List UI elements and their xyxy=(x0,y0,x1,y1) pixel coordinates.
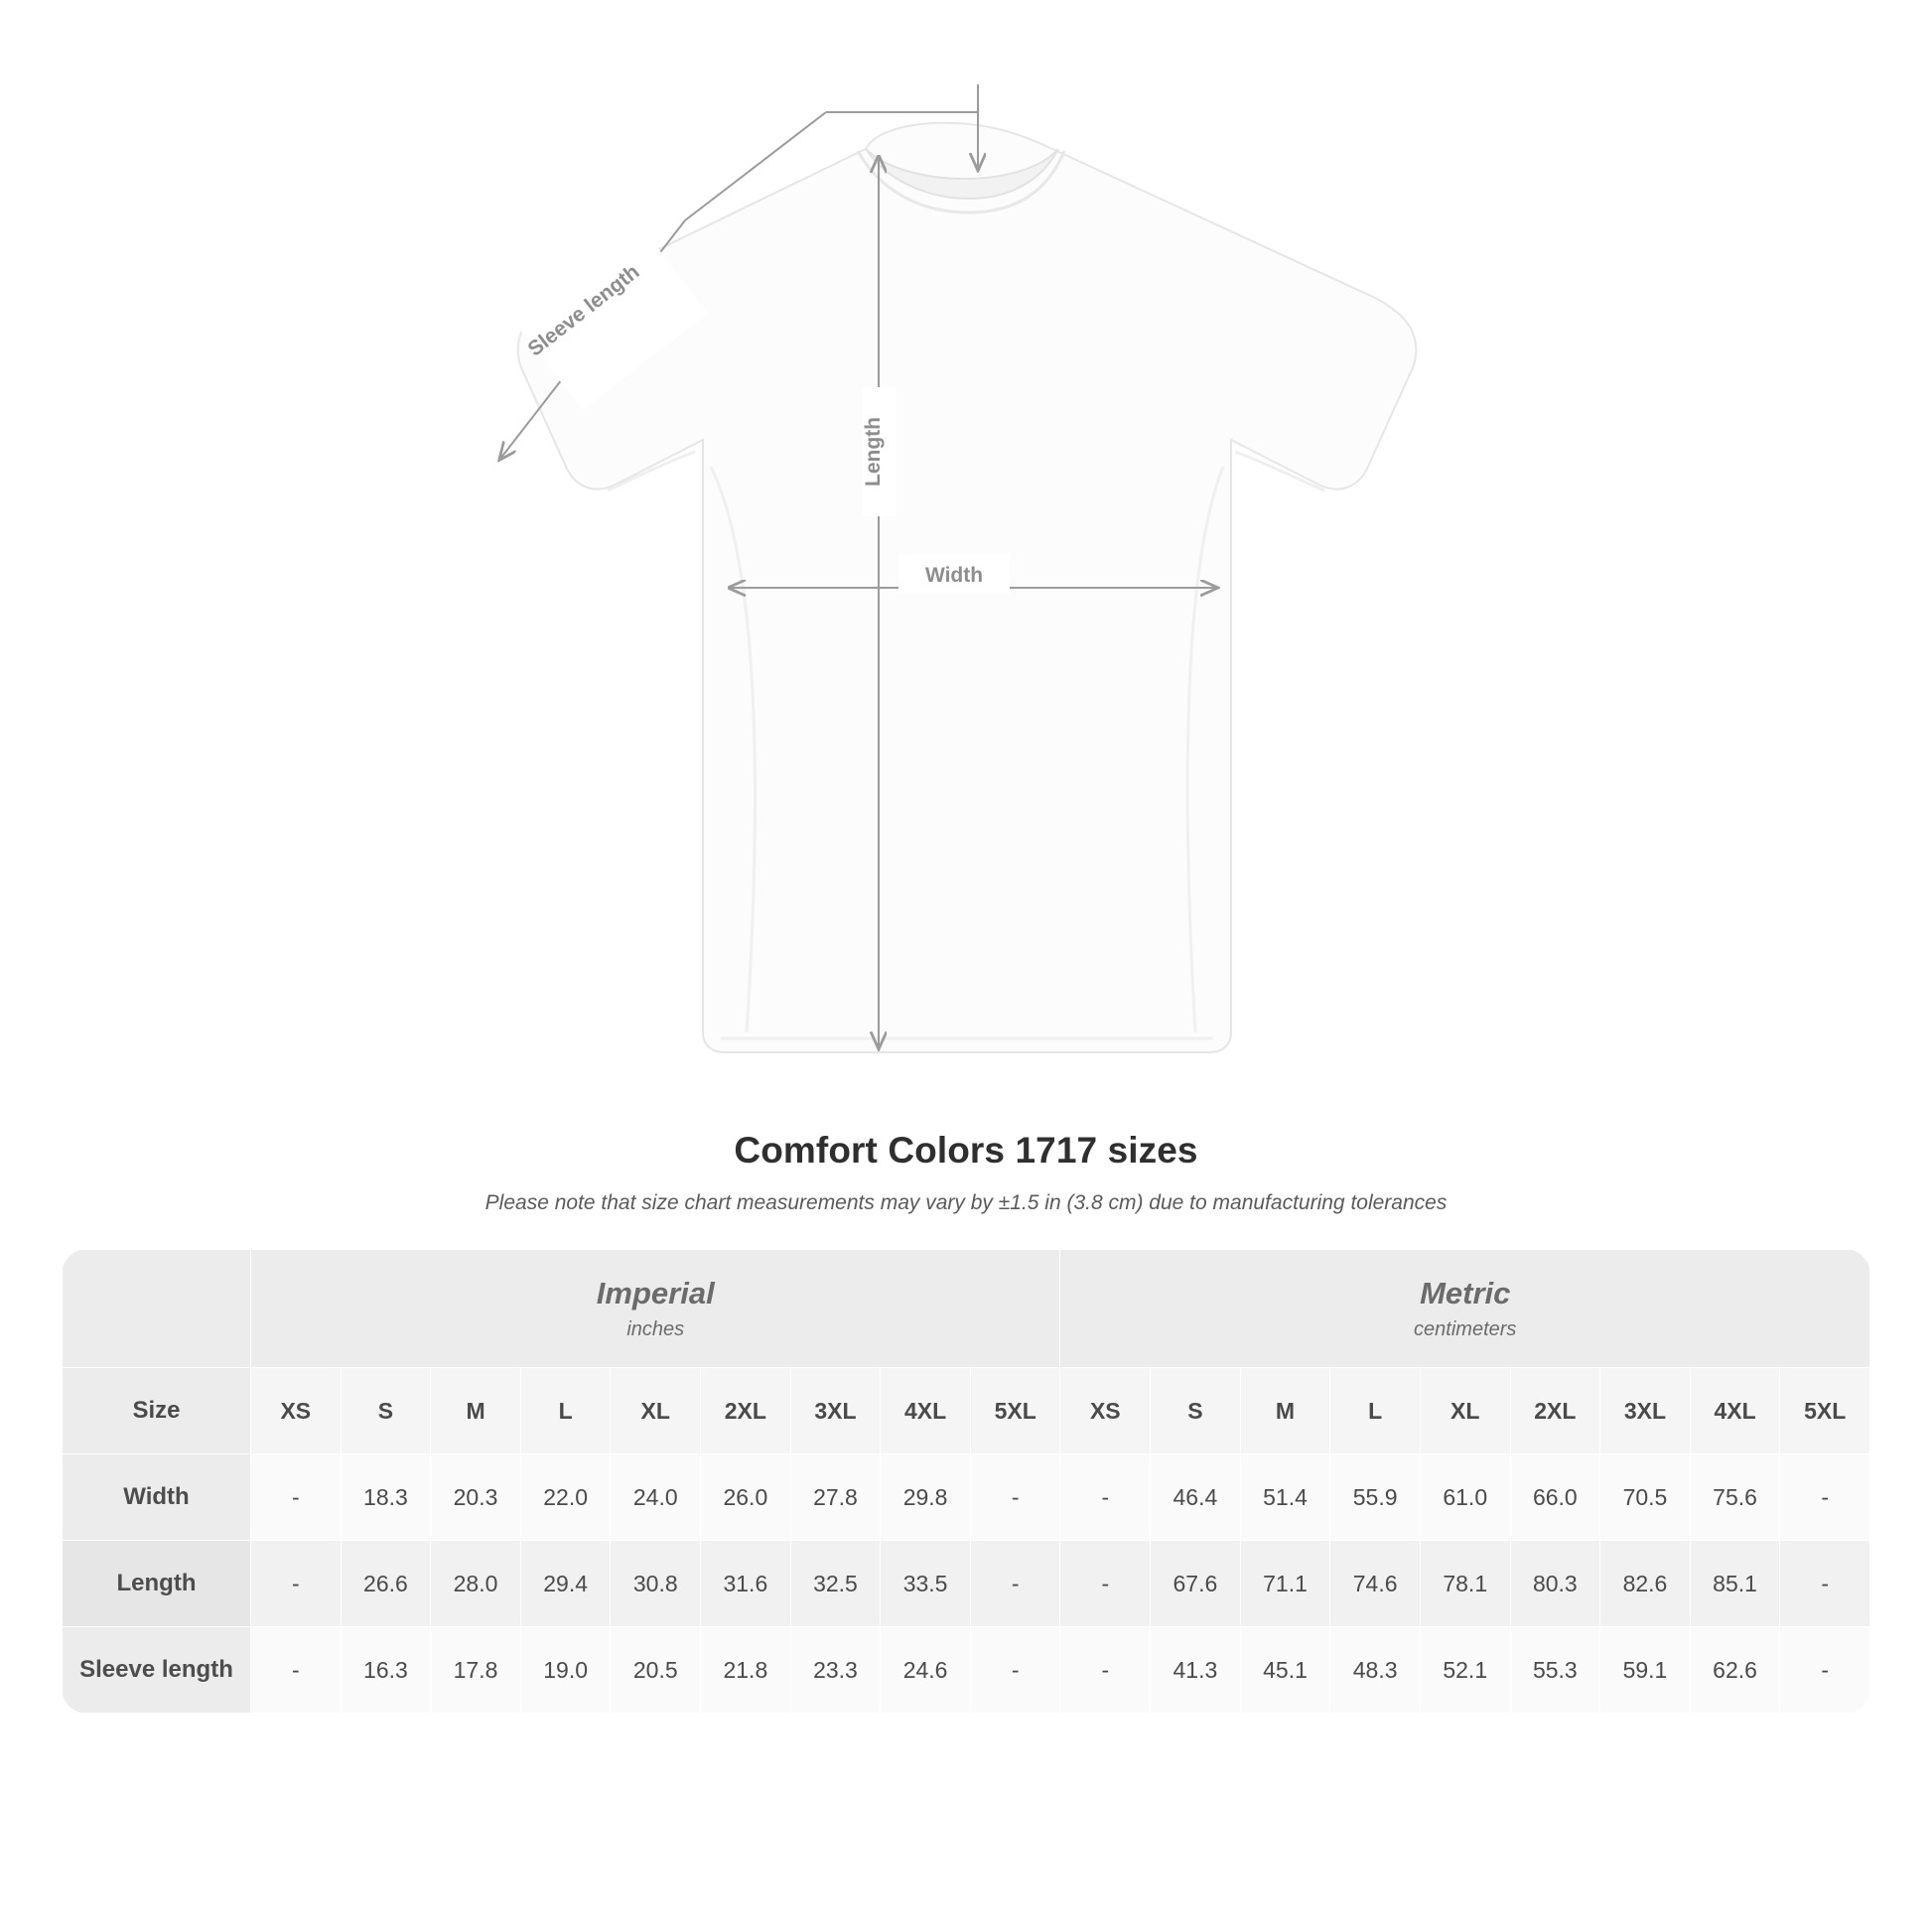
cell-width-metric-xs: - xyxy=(1060,1454,1151,1541)
table-row xyxy=(63,1627,1870,1714)
cell-width-imperial-2xl: 26.0 xyxy=(701,1454,791,1541)
cell-width-metric-3xl: 70.5 xyxy=(1600,1454,1691,1541)
length-label: Length xyxy=(862,417,885,486)
tolerance-note: Please note that size chart measurements may vary by ±1.5 in (3.8 cm) due to manufacturing tolerances xyxy=(484,1191,1448,1214)
cell-length-metric-s: 67.6 xyxy=(1151,1541,1241,1627)
size-header-imperial-2xl: 2XL xyxy=(701,1368,791,1454)
table-row xyxy=(63,1541,1870,1627)
size-header-metric-m: M xyxy=(1240,1368,1330,1454)
cell-length-imperial-5xl: - xyxy=(970,1541,1060,1627)
unit-header-row xyxy=(63,1250,1870,1368)
cell-length-imperial-3xl: 32.5 xyxy=(790,1541,881,1627)
width-label: Width xyxy=(924,564,984,587)
cell-sleeve-metric-4xl: 62.6 xyxy=(1690,1627,1780,1714)
cell-length-metric-l: 74.6 xyxy=(1330,1541,1421,1627)
cell-width-imperial-xl: 24.0 xyxy=(611,1454,701,1541)
cell-width-metric-2xl: 66.0 xyxy=(1510,1454,1600,1541)
cell-sleeve-imperial-3xl: 23.3 xyxy=(790,1627,881,1714)
size-header-metric-5xl: 5XL xyxy=(1780,1368,1870,1454)
size-header-imperial-5xl: 5XL xyxy=(970,1368,1060,1454)
cell-sleeve-imperial-s: 16.3 xyxy=(341,1627,431,1714)
unit-imperial-sub: inches xyxy=(626,1318,685,1341)
cell-sleeve-metric-m: 45.1 xyxy=(1240,1627,1330,1714)
cell-sleeve-imperial-4xl: 24.6 xyxy=(881,1627,971,1714)
cell-sleeve-metric-l: 48.3 xyxy=(1330,1627,1421,1714)
cell-sleeve-metric-5xl: - xyxy=(1780,1627,1870,1714)
cell-sleeve-imperial-5xl: - xyxy=(970,1627,1060,1714)
cell-sleeve-metric-xl: 52.1 xyxy=(1420,1627,1510,1714)
cell-sleeve-metric-3xl: 59.1 xyxy=(1600,1627,1691,1714)
cell-length-metric-5xl: - xyxy=(1780,1541,1870,1627)
cell-length-imperial-m: 28.0 xyxy=(431,1541,521,1627)
cell-length-metric-4xl: 85.1 xyxy=(1690,1541,1780,1627)
cell-length-imperial-l: 29.4 xyxy=(520,1541,611,1627)
cell-sleeve-imperial-2xl: 21.8 xyxy=(701,1627,791,1714)
size-header-metric-4xl: 4XL xyxy=(1690,1368,1780,1454)
cell-width-imperial-l: 22.0 xyxy=(520,1454,611,1541)
cell-width-metric-xl: 61.0 xyxy=(1420,1454,1510,1541)
cell-sleeve-metric-2xl: 55.3 xyxy=(1510,1627,1600,1714)
cell-length-metric-m: 71.1 xyxy=(1240,1541,1330,1627)
size-header-metric-l: L xyxy=(1330,1368,1421,1454)
size-table-wrapper xyxy=(62,1249,1870,1714)
size-header-label: Size xyxy=(63,1368,251,1454)
cell-length-imperial-xl: 30.8 xyxy=(611,1541,701,1627)
cell-sleeve-imperial-xl: 20.5 xyxy=(611,1627,701,1714)
size-header-imperial-4xl: 4XL xyxy=(881,1368,971,1454)
cell-width-imperial-5xl: - xyxy=(970,1454,1060,1541)
cell-sleeve-imperial-xs: - xyxy=(251,1627,342,1714)
cell-length-imperial-xs: - xyxy=(251,1541,342,1627)
unit-metric-sub: centimeters xyxy=(1414,1318,1517,1341)
cell-width-imperial-s: 18.3 xyxy=(341,1454,431,1541)
page-title: Comfort Colors 1717 sizes xyxy=(734,1130,1198,1171)
size-header-imperial-xl: XL xyxy=(611,1368,701,1454)
size-header-metric-s: S xyxy=(1151,1368,1241,1454)
unit-metric-name: Metric xyxy=(1420,1275,1511,1311)
size-header-imperial-3xl: 3XL xyxy=(790,1368,881,1454)
cell-length-metric-xl: 78.1 xyxy=(1420,1541,1510,1627)
table-row xyxy=(63,1454,1870,1541)
size-header-metric-3xl: 3XL xyxy=(1600,1368,1691,1454)
size-header-metric-xl: XL xyxy=(1420,1368,1510,1454)
cell-width-imperial-m: 20.3 xyxy=(431,1454,521,1541)
cell-width-metric-s: 46.4 xyxy=(1151,1454,1241,1541)
size-header-metric-xs: XS xyxy=(1060,1368,1151,1454)
cell-length-metric-2xl: 80.3 xyxy=(1510,1541,1600,1627)
row-label-length: Length xyxy=(63,1541,251,1627)
cell-sleeve-imperial-l: 19.0 xyxy=(520,1627,611,1714)
row-label-sleeve-length: Sleeve length xyxy=(63,1627,251,1714)
cell-width-imperial-3xl: 27.8 xyxy=(790,1454,881,1541)
size-header-imperial-s: S xyxy=(341,1368,431,1454)
size-header-imperial-l: L xyxy=(520,1368,611,1454)
size-header-metric-2xl: 2XL xyxy=(1510,1368,1600,1454)
row-label-width: Width xyxy=(63,1454,251,1541)
size-header-imperial-xs: XS xyxy=(251,1368,342,1454)
size-table xyxy=(62,1249,1870,1714)
cell-width-metric-5xl: - xyxy=(1780,1454,1870,1541)
cell-width-metric-m: 51.4 xyxy=(1240,1454,1330,1541)
cell-length-imperial-4xl: 33.5 xyxy=(881,1541,971,1627)
cell-length-metric-3xl: 82.6 xyxy=(1600,1541,1691,1627)
cell-length-metric-xs: - xyxy=(1060,1541,1151,1627)
unit-row-corner xyxy=(63,1250,251,1368)
sleeve-length-label: Sleeve length xyxy=(523,260,644,361)
cell-length-imperial-2xl: 31.6 xyxy=(701,1541,791,1627)
cell-width-metric-l: 55.9 xyxy=(1330,1454,1421,1541)
size-header-imperial-m: M xyxy=(431,1368,521,1454)
unit-imperial-name: Imperial xyxy=(596,1275,715,1311)
unit-metric xyxy=(1060,1250,1870,1368)
cell-width-imperial-4xl: 29.8 xyxy=(881,1454,971,1541)
cell-width-metric-4xl: 75.6 xyxy=(1690,1454,1780,1541)
cell-sleeve-metric-s: 41.3 xyxy=(1151,1627,1241,1714)
cell-width-imperial-xs: - xyxy=(251,1454,342,1541)
cell-sleeve-imperial-m: 17.8 xyxy=(431,1627,521,1714)
unit-imperial xyxy=(251,1250,1060,1368)
cell-sleeve-metric-xs: - xyxy=(1060,1627,1151,1714)
title-block xyxy=(0,1130,1932,1215)
cell-length-imperial-s: 26.6 xyxy=(341,1541,431,1627)
size-header-row xyxy=(63,1368,1870,1454)
